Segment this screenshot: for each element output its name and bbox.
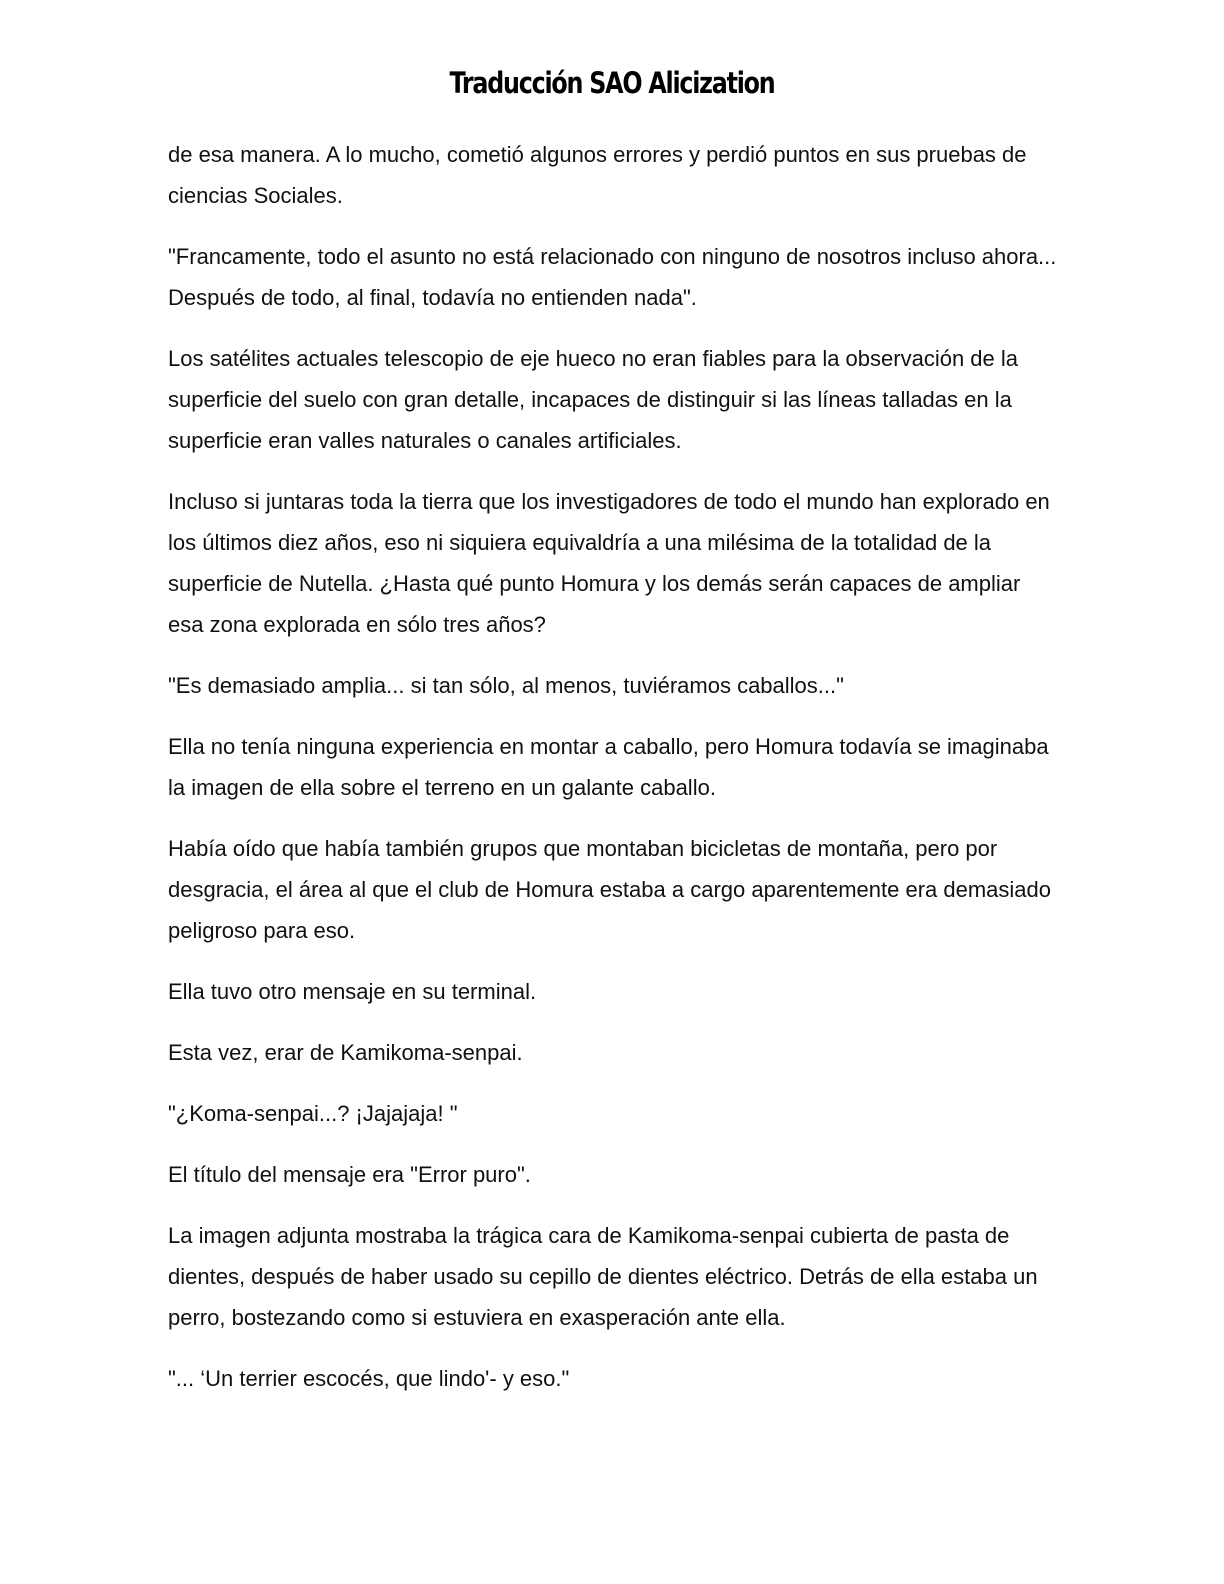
paragraph: La imagen adjunta mostraba la trágica cara de Kamikoma-senpai cubierta de pasta de dientes, después de haber usado su cepillo de dientes eléctrico. Detrás de ella estaba un perro, bostezando como si estuviera en exasperación ante ella. (168, 1223, 1038, 1330)
paragraph: Esta vez, erar de Kamikoma-senpai. (168, 1040, 523, 1065)
page-header-title: Traducción SAO Alicization (449, 66, 775, 100)
paragraph: Había oído que había también grupos que montaban bicicletas de montaña, pero por desgracia, el área al que el club de Homura estaba a cargo aparentemente era demasiado peligroso para eso. (168, 836, 1051, 943)
paragraph: "... ‘Un terrier escocés, que lindo'- y eso." (168, 1366, 570, 1391)
paragraph: "¿Koma-senpai...? ¡Jajajaja! " (168, 1101, 458, 1126)
paragraph: Ella tuvo otro mensaje en su terminal. (168, 979, 537, 1004)
paragraph: "Es demasiado amplia... si tan sólo, al menos, tuviéramos caballos..." (168, 673, 844, 698)
paragraph: Los satélites actuales telescopio de eje hueco no eran fiables para la observación de la superficie del suelo con gran detalle, incapaces de distinguir si las líneas talladas en la superficie eran valles naturales o canales artificiales. (168, 346, 1018, 453)
paragraph: Incluso si juntaras toda la tierra que los investigadores de todo el mundo han explorado en los últimos diez años, eso ni siquiera equivaldría a una milésima de la totalidad de la superficie de Nutella. ¿Hasta qué punto Homura y los demás serán capaces de ampliar esa zona explorada en sólo tres años? (168, 489, 1050, 637)
paragraph: de esa manera. A lo mucho, cometió algunos errores y perdió puntos en sus pruebas de ciencias Sociales. (168, 142, 1027, 208)
paragraph: "Francamente, todo el asunto no está relacionado con ninguno de nosotros incluso ahora... Después de todo, al final, todavía no entienden nada". (168, 244, 1057, 310)
paragraph: Ella no tenía ninguna experiencia en montar a caballo, pero Homura todavía se imaginaba la imagen de ella sobre el terreno en un galante caballo. (168, 734, 1049, 800)
paragraph: El título del mensaje era "Error puro". (168, 1162, 531, 1187)
document-body (168, 134, 1058, 1419)
